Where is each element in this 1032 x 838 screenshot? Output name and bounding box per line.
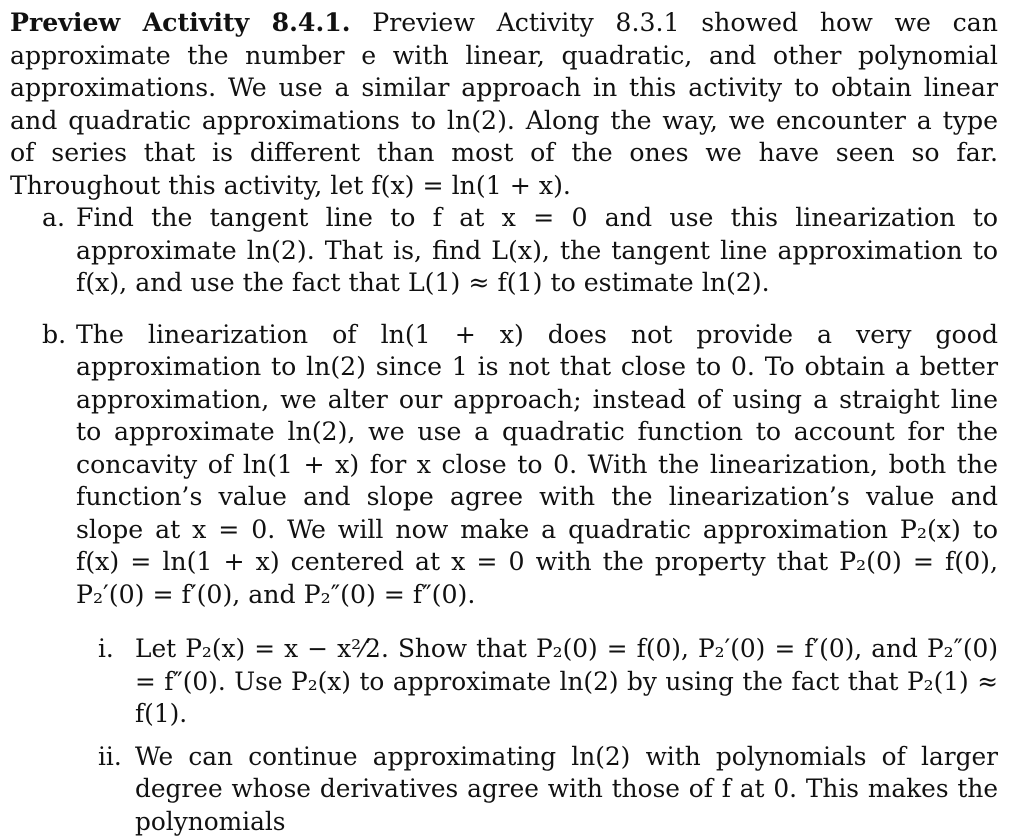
part-a-label: a. <box>42 202 65 235</box>
subpart-i <box>10 633 998 731</box>
document-page <box>10 6 998 838</box>
subpart-ii-text: We can continue approximating ln(2) with polynomials of larger degree whose derivatives agree with those of f at 0. This makes the polynomials <box>135 742 998 836</box>
activity-intro-text: Preview Activity 8.3.1 showed how we can approximate the number e with linear, quadratic, and other polynomial approximations. We use a similar approach in this activity to obtain linear and quadratic approximations to ln(2). Along the way, we encounter a type of series that is different than most of the ones we have seen so far. Throughout this activity, let f(x) = ln(1 + x). <box>10 8 998 200</box>
part-b-text: The linearization of ln(1 + x) does not provide a very good approximation to ln(2) since 1 is not that close to 0. To obtain a better approximation, we alter our approach; instead of using a straight line to approximate ln(2), we use a quadratic function to account for the concavity of ln(1 + x) for x close to 0. With the linearization, both the function’s value and slope agree with the linearization’s value and slope at x = 0. We will now make a quadratic approximation P₂(x) to f(x) = ln(1 + x) centered at x = 0 with the property that P₂(0) = f(0), P₂′(0) = f′(0), and P₂″(0) = f″(0). <box>76 320 998 609</box>
part-a-text: Find the tangent line to f at x = 0 and use this linearization to approximate ln(2). That is, find L(x), the tangent line approximation to f(x), and use the fact that L(1) ≈ f(1) to estimate ln(2). <box>76 203 998 297</box>
subpart-ii <box>10 741 998 838</box>
part-b-label: b. <box>42 319 66 352</box>
activity-intro-paragraph <box>10 6 998 202</box>
part-a <box>10 202 998 300</box>
part-b-subparts <box>10 633 998 838</box>
activity-title: Preview Activity 8.4.1. <box>10 7 351 37</box>
subpart-i-label: i. <box>98 633 114 666</box>
subpart-ii-label: ii. <box>98 741 122 774</box>
part-b <box>10 319 998 612</box>
subpart-i-text: Let P₂(x) = x − x²⁄2. Show that P₂(0) = f(0), P₂′(0) = f′(0), and P₂″(0) = f″(0). Use P₂(x) to approximate ln(2) by using the fact that P₂(1) ≈ f(1). <box>135 634 998 728</box>
